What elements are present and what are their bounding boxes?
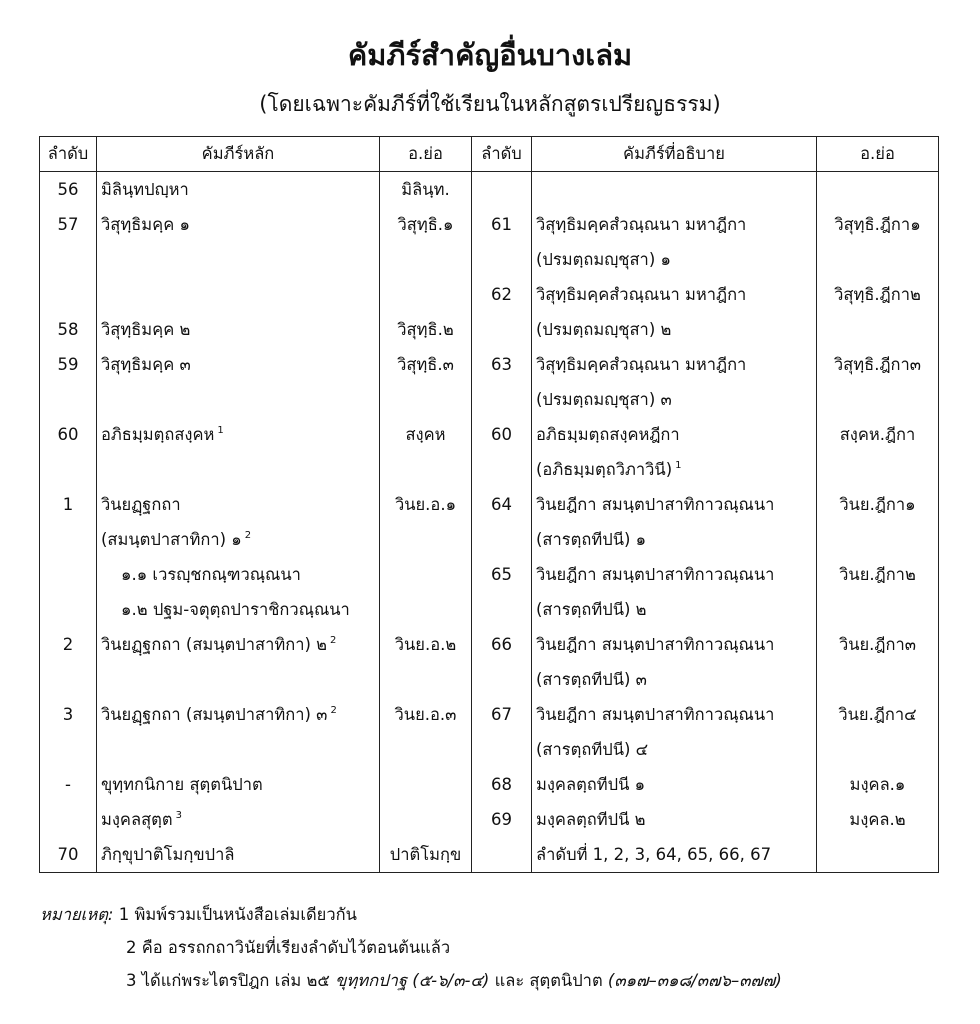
commentary-cell (532, 662, 817, 697)
footnote-3-text-c: และ สุตฺตนิปาต (494, 971, 603, 990)
abbr-commentary-cell (817, 592, 939, 627)
order-commentary-cell-text: 66 (491, 635, 512, 654)
abbr-commentary-cell-text: วิสุทฺธิ.ฎีกา๓ (833, 355, 922, 374)
abbr-commentary-cell (817, 172, 939, 208)
order-main-cell (40, 172, 97, 208)
order-main-cell (40, 662, 97, 697)
page-title: คัมภีร์สำคัญอื่นบางเล่ม (347, 38, 633, 72)
main-text-cell (97, 172, 380, 208)
footnote-2 (40, 931, 960, 964)
abbr-main-cell (380, 382, 472, 417)
abbr-main-cell (380, 207, 472, 242)
order-main-cell (40, 242, 97, 277)
commentary-cell-text: (สารตฺถทีปนี) ๓ (536, 670, 647, 689)
order-main-cell-text: 60 (57, 425, 79, 444)
order-main-cell (40, 627, 97, 662)
order-commentary-cell (472, 662, 532, 697)
main-text-cell-text: วินยฏฺฐกถา (สมนฺตปาสาทิกา) ๒ (101, 635, 328, 654)
main-text-cell-text: มงฺคลสุตฺต (101, 810, 173, 829)
footnote-3-text-b: ขุทฺทกปาฐ (๕-๖/๓-๔) (335, 971, 490, 990)
commentary-cell-text: วิสุทฺธิมคฺคสํวณฺณนา มหาฎีกา (536, 285, 747, 304)
order-main-cell (40, 522, 97, 557)
abbr-commentary-cell (817, 767, 939, 802)
main-text-cell (97, 452, 380, 487)
commentary-cell-text: (อภิธมฺมตฺถวิภาวินี) (536, 460, 673, 479)
abbr-main-cell (380, 627, 472, 662)
abbr-main-cell (380, 417, 472, 452)
order-commentary-cell (472, 697, 532, 732)
table-row (40, 732, 939, 767)
footnote-1-text: 1 พิมพ์รวมเป็นหนังสือเล่มเดียวกัน (118, 905, 357, 924)
abbr-main-cell (380, 837, 472, 873)
footnote-marker: 2 (330, 705, 337, 716)
main-text-cell (97, 557, 380, 592)
abbr-main-cell (380, 347, 472, 382)
main-text-cell-text: ๑.๒ ปฐม-จตุตฺถปาราชิกวณฺณนา (121, 600, 350, 619)
commentary-cell (532, 802, 817, 837)
commentary-cell-text: (สารตฺถทีปนี) ๒ (536, 600, 647, 619)
abbr-main-cell (380, 767, 472, 802)
order-main-cell (40, 802, 97, 837)
commentary-cell-text: วินยฎีกา สมนฺตปาสาทิกาวณฺณนา (536, 565, 775, 584)
order-commentary-cell (472, 522, 532, 557)
table-row (40, 557, 939, 592)
commentary-cell-text: วินยฎีกา สมนฺตปาสาทิกาวณฺณนา (536, 635, 775, 654)
order-commentary-cell-text: 62 (491, 285, 512, 304)
order-main-cell-text: 70 (57, 845, 79, 864)
abbr-main-cell (380, 452, 472, 487)
table-row (40, 172, 939, 208)
table-row (40, 382, 939, 417)
order-commentary-cell (472, 487, 532, 522)
commentary-cell (532, 767, 817, 802)
commentary-cell (532, 172, 817, 208)
order-main-cell-text: 57 (57, 215, 79, 234)
footnote-marker: 1 (675, 460, 682, 471)
table-row (40, 347, 939, 382)
order-main-cell (40, 732, 97, 767)
header-abbr-commentary: อ.ย่อ (817, 137, 939, 172)
order-main-cell-text: - (65, 775, 71, 794)
page-subtitle: (โดยเฉพาะคัมภีร์ที่ใช้เรียนในหลักสูตรเปรียญธรรม) (259, 92, 721, 116)
header-abbr-main: อ.ย่อ (380, 137, 472, 172)
abbr-main-cell-text: วินย.อ.๑ (394, 495, 457, 514)
header-commentary: คัมภีร์ที่อธิบาย (532, 137, 817, 172)
order-main-cell (40, 277, 97, 312)
main-text-cell (97, 837, 380, 873)
footnote-2-text: 2 คือ อรรถกถาวินัยที่เรียงลำดับไว้ตอนต้นแล้ว (126, 938, 451, 957)
main-text-cell (97, 802, 380, 837)
abbr-commentary-cell (817, 557, 939, 592)
order-commentary-cell (472, 207, 532, 242)
abbr-main-cell (380, 697, 472, 732)
abbr-commentary-cell-text: วินย.ฎีกา๒ (839, 565, 916, 584)
table-row (40, 487, 939, 522)
commentary-cell-text: (สารตฺถทีปนี) ๑ (536, 530, 647, 549)
order-commentary-cell (472, 417, 532, 452)
order-commentary-cell-text: 63 (491, 355, 512, 374)
footnote-marker: 2 (330, 635, 337, 646)
abbr-commentary-cell (817, 697, 939, 732)
footnote-1 (40, 898, 960, 931)
table-row (40, 662, 939, 697)
main-text-cell-text: ๑.๑ เวรญฺชกณฺฑวณฺณนา (121, 565, 301, 584)
commentary-cell (532, 277, 817, 312)
abbr-main-cell-text: วินย.อ.๒ (394, 635, 457, 654)
order-commentary-cell (472, 837, 532, 873)
main-text-cell-text: อภิธมฺมตฺถสงฺคห (101, 425, 215, 444)
footnote-marker: 3 (175, 810, 182, 821)
main-text-cell (97, 592, 380, 627)
commentary-cell-text: (ปรมตฺถมญฺชุสา) ๓ (536, 390, 672, 409)
main-text-cell (97, 207, 380, 242)
table-row (40, 242, 939, 277)
table-row (40, 802, 939, 837)
footnote-3-text-a: 3 ได้แก่พระไตรปิฎก เล่ม ๒๕ (126, 971, 330, 990)
main-text-cell (97, 732, 380, 767)
footnote-3-text-d: (๓๑๗–๓๑๘/๓๗๖–๓๗๗) (607, 971, 782, 990)
main-text-cell (97, 697, 380, 732)
main-text-cell (97, 382, 380, 417)
order-commentary-cell (472, 312, 532, 347)
commentary-cell-text: วิสุทฺธิมคฺคสํวณฺณนา มหาฎีกา (536, 215, 747, 234)
commentary-cell (532, 207, 817, 242)
order-main-cell (40, 347, 97, 382)
table-row (40, 592, 939, 627)
header-order-commentary: ลำดับ (472, 137, 532, 172)
main-text-cell-text: ภิกฺขุปาติโมกฺขปาลิ (101, 845, 235, 864)
order-main-cell (40, 837, 97, 873)
order-main-cell (40, 417, 97, 452)
order-main-cell (40, 557, 97, 592)
abbr-commentary-cell (817, 312, 939, 347)
order-commentary-cell-text: 67 (491, 705, 512, 724)
commentary-cell (532, 557, 817, 592)
footnote-label: หมายเหตุ: (40, 905, 114, 924)
commentary-cell-text: (ปรมตฺถมญฺชุสา) ๑ (536, 250, 671, 269)
order-commentary-cell-text: 68 (491, 775, 512, 794)
abbr-commentary-cell-text: วิสุทฺธิ.ฎีกา๒ (834, 285, 921, 304)
main-text-cell (97, 312, 380, 347)
table-row (40, 417, 939, 452)
table-row (40, 277, 939, 312)
abbr-main-cell (380, 242, 472, 277)
abbr-commentary-cell (817, 802, 939, 837)
order-commentary-cell (472, 802, 532, 837)
header-main-text: คัมภีร์หลัก (97, 137, 380, 172)
abbr-commentary-cell (817, 242, 939, 277)
abbr-main-cell (380, 312, 472, 347)
abbr-main-cell-text: มิลินฺท. (401, 180, 450, 199)
abbr-main-cell-text: วิสุทฺธิ.๓ (397, 355, 454, 374)
commentary-cell (532, 627, 817, 662)
abbr-commentary-cell (817, 837, 939, 873)
commentary-cell (532, 837, 817, 873)
order-main-cell (40, 487, 97, 522)
order-main-cell (40, 382, 97, 417)
abbr-main-cell-text: วินย.อ.๓ (394, 705, 457, 724)
scripture-table (39, 136, 939, 873)
table-row (40, 207, 939, 242)
abbr-main-cell-text: วิสุทฺธิ.๒ (397, 320, 454, 339)
abbr-commentary-cell-text: วิสุทฺธิ.ฎีกา๑ (834, 215, 921, 234)
order-main-cell (40, 312, 97, 347)
abbr-commentary-cell-text: มงฺคล.๒ (849, 810, 906, 829)
order-commentary-cell (472, 382, 532, 417)
main-text-cell-text: ขุทฺทกนิกาย สุตฺตนิปาต (101, 775, 263, 794)
abbr-main-cell (380, 662, 472, 697)
abbr-commentary-cell-text: สงฺคห.ฎีกา (839, 425, 916, 444)
abbr-main-cell (380, 557, 472, 592)
footnote-3 (40, 964, 960, 997)
order-commentary-cell (472, 627, 532, 662)
commentary-cell (532, 522, 817, 557)
abbr-commentary-cell (817, 347, 939, 382)
table-row (40, 452, 939, 487)
abbr-main-cell (380, 172, 472, 208)
abbr-commentary-cell (817, 207, 939, 242)
order-commentary-cell (472, 277, 532, 312)
abbr-main-cell (380, 487, 472, 522)
commentary-cell-text: มงฺคลตฺถทีปนี ๒ (536, 810, 646, 829)
order-commentary-cell-text: 61 (491, 215, 512, 234)
main-text-cell-text: วิสุทฺธิมคฺค ๑ (101, 215, 190, 234)
abbr-commentary-cell (817, 277, 939, 312)
commentary-cell-text: วินยฎีกา สมนฺตปาสาทิกาวณฺณนา (536, 495, 775, 514)
abbr-commentary-cell (817, 417, 939, 452)
order-main-cell-text: 2 (62, 635, 74, 654)
abbr-main-cell-text: วิสุทฺธิ.๑ (397, 215, 454, 234)
main-text-cell-text: วิสุทฺธิมคฺค ๒ (101, 320, 191, 339)
main-text-cell (97, 347, 380, 382)
table-row (40, 697, 939, 732)
order-commentary-cell (472, 767, 532, 802)
main-text-cell (97, 417, 380, 452)
abbr-main-cell-text: ปาติโมกฺข (389, 845, 462, 864)
order-commentary-cell (472, 242, 532, 277)
commentary-cell (532, 382, 817, 417)
abbr-commentary-cell (817, 732, 939, 767)
commentary-cell (532, 592, 817, 627)
abbr-commentary-cell (817, 487, 939, 522)
order-commentary-cell (472, 732, 532, 767)
abbr-commentary-cell-text: มงฺคล.๑ (849, 775, 906, 794)
commentary-cell-text: อภิธมฺมตฺถสงฺคหฎีกา (536, 425, 680, 444)
order-main-cell (40, 592, 97, 627)
order-commentary-cell (472, 172, 532, 208)
commentary-cell (532, 312, 817, 347)
order-commentary-cell-text: 69 (491, 810, 512, 829)
order-main-cell-text: 59 (57, 355, 79, 374)
abbr-main-cell (380, 802, 472, 837)
abbr-commentary-cell (817, 627, 939, 662)
abbr-commentary-cell (817, 522, 939, 557)
table-header-row (40, 137, 939, 172)
main-text-cell (97, 242, 380, 277)
order-commentary-cell (472, 347, 532, 382)
order-commentary-cell (472, 592, 532, 627)
order-main-cell-text: 1 (62, 495, 74, 514)
main-text-cell-text: วินยฏฺฐกถา (101, 495, 181, 514)
abbr-main-cell-text: สงฺคห (405, 425, 446, 444)
order-commentary-cell-text: 60 (491, 425, 512, 444)
table-row (40, 837, 939, 873)
main-text-cell (97, 627, 380, 662)
footnote-marker: 2 (244, 530, 252, 541)
order-main-cell (40, 767, 97, 802)
abbr-main-cell (380, 732, 472, 767)
commentary-cell (532, 697, 817, 732)
main-text-cell (97, 522, 380, 557)
table-row (40, 312, 939, 347)
commentary-cell-text: (สารตฺถทีปนี) ๔ (536, 740, 649, 759)
commentary-cell (532, 242, 817, 277)
abbr-commentary-cell (817, 662, 939, 697)
commentary-cell-text: วินยฎีกา สมนฺตปาสาทิกาวณฺณนา (536, 705, 775, 724)
order-main-cell-text: 3 (62, 705, 74, 724)
main-text-cell (97, 662, 380, 697)
commentary-cell (532, 417, 817, 452)
main-text-cell-text: (สมนฺตปาสาทิกา) ๑ (101, 530, 242, 549)
commentary-cell (532, 732, 817, 767)
order-commentary-cell (472, 557, 532, 592)
abbr-commentary-cell (817, 382, 939, 417)
abbr-main-cell (380, 277, 472, 312)
main-text-cell (97, 277, 380, 312)
order-main-cell (40, 697, 97, 732)
commentary-cell-text: ลำดับที่ 1, 2, 3, 64, 65, 66, 67 (536, 845, 772, 864)
abbr-main-cell (380, 522, 472, 557)
abbr-commentary-cell-text: วินย.ฎีกา๓ (838, 635, 917, 654)
commentary-cell (532, 487, 817, 522)
footnotes (40, 898, 960, 997)
header-order-main: ลำดับ (40, 137, 97, 172)
order-commentary-cell-text: 65 (491, 565, 512, 584)
table-row (40, 522, 939, 557)
main-text-cell-text: วินยฏฺฐกถา (สมนฺตปาสาทิกา) ๓ (101, 705, 328, 724)
abbr-commentary-cell-text: วินย.ฎีกา๔ (838, 705, 917, 724)
table-body (40, 172, 939, 873)
commentary-cell-text: มงฺคลตฺถทีปนี ๑ (536, 775, 646, 794)
main-text-cell (97, 487, 380, 522)
commentary-cell-text: วิสุทฺธิมคฺคสํวณฺณนา มหาฎีกา (536, 355, 747, 374)
table-row (40, 767, 939, 802)
table-row (40, 627, 939, 662)
order-commentary-cell (472, 452, 532, 487)
order-commentary-cell-text: 64 (491, 495, 512, 514)
abbr-commentary-cell-text: วินย.ฎีกา๑ (839, 495, 916, 514)
main-text-cell-text: วิสุทฺธิมคฺค ๓ (101, 355, 191, 374)
commentary-cell (532, 347, 817, 382)
order-main-cell-text: 56 (57, 180, 79, 199)
order-main-cell (40, 452, 97, 487)
abbr-commentary-cell (817, 452, 939, 487)
main-text-cell (97, 767, 380, 802)
main-text-cell-text: มิลินฺทปญฺหา (101, 180, 189, 199)
abbr-main-cell (380, 592, 472, 627)
commentary-cell-text: (ปรมตฺถมญฺชุสา) ๒ (536, 320, 672, 339)
order-main-cell (40, 207, 97, 242)
order-main-cell-text: 58 (57, 320, 79, 339)
footnote-marker: 1 (217, 425, 224, 436)
commentary-cell (532, 452, 817, 487)
